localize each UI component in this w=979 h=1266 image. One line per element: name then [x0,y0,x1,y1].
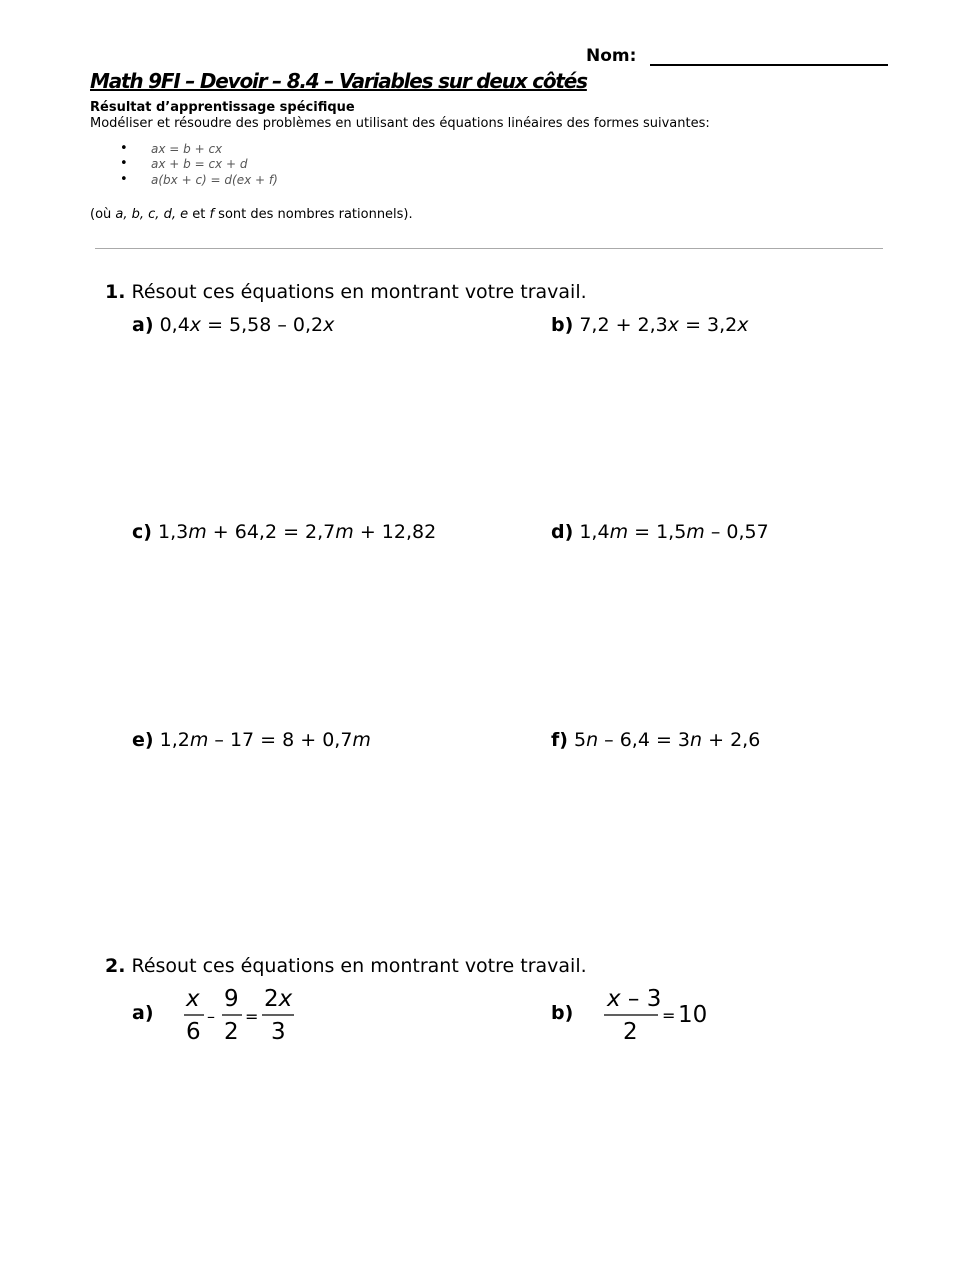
question-1b: b) 7,2 + 2,3x = 3,2x [551,314,749,336]
form-equation-3: a(bx + c) = d(ex + f) [151,173,278,187]
question-1-heading: 1. Résout ces équations en montrant votre travail. [105,281,587,303]
question-2b-label: b) [551,1002,574,1024]
question-1e: e) 1,2m – 17 = 8 + 0,7m [132,729,371,751]
frac2-numerator: 9 [224,986,239,1012]
question-2-heading: 2. Résout ces équations en montrant votre travail. [105,955,587,977]
frac-numerator: x – 3 [607,986,662,1012]
equals-sign: = [245,1007,259,1026]
question-1a: a) 0,4x = 5,58 – 0,2x [132,314,335,336]
frac1-numerator: x [186,986,200,1012]
question-1d: d) 1,4m = 1,5m – 0,57 [551,521,769,543]
variables-note: (où a, b, c, d, e et f sont des nombres rationnels). [90,207,413,222]
frac1-denominator: 6 [186,1019,201,1045]
question-2a-label: a) [132,1002,154,1024]
question-2a-equation [180,984,310,1048]
form-equation-1: ax = b + cx [151,142,223,156]
frac-denominator: 2 [623,1019,638,1045]
frac3-denominator: 3 [271,1019,286,1045]
frac3-numerator: 2x [264,986,293,1012]
equals-sign: = [662,1006,676,1025]
question-2b-equation [600,984,720,1048]
divider [95,248,883,249]
outcome-heading: Résultat d’apprentissage spécifique [90,100,355,115]
name-blank-line[interactable] [650,64,888,66]
frac2-denominator: 2 [224,1019,239,1045]
bullet-icon: • [120,141,128,156]
bullet-icon: • [120,172,128,187]
form-equation-2: ax + b = cx + d [151,157,248,171]
rhs-value: 10 [678,1002,708,1028]
question-1f: f) 5n – 6,4 = 3n + 2,6 [551,729,761,751]
minus-sign: – [207,1007,215,1026]
question-1c: c) 1,3m + 64,2 = 2,7m + 12,82 [132,521,437,543]
bullet-icon: • [120,156,128,171]
page-title: Math 9FI – Devoir – 8.4 – Variables sur deux côtés [90,69,587,93]
outcome-description: Modéliser et résoudre des problèmes en utilisant des équations linéaires des formes suivantes: [90,116,710,131]
name-label: Nom: [586,46,637,66]
